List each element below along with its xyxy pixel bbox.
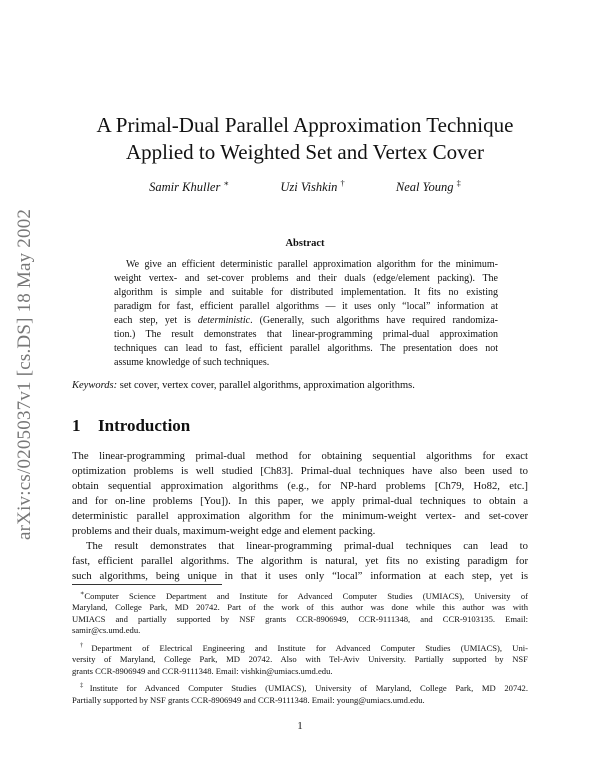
abstract-text: each step, yet is xyxy=(114,315,191,326)
abstract-line: weight vertex- and set-cover problems and their duals (edge/element packing). The xyxy=(114,273,498,284)
footnote-2 xyxy=(72,640,528,677)
body-line: The linear-programming primal-dual method for obtaining sequential algorithms for exact xyxy=(72,450,528,462)
paper-title xyxy=(60,112,550,166)
footnote-divider xyxy=(72,584,222,585)
footnote-line: grants CCR-8906949 and CCR-9111348. Email: vishkin@umiacs.umd.edu. xyxy=(72,665,333,676)
abstract-emphasis: deterministic xyxy=(197,315,251,326)
abstract-heading: Abstract xyxy=(285,238,325,249)
author-name: Samir Khuller xyxy=(149,180,221,195)
abstract-line: We give an efficient deterministic parallel approximation algorithm for the minimum- xyxy=(126,259,498,270)
arxiv-identifier-stamp: arXiv:cs/0205037v1 [cs.DS] 18 May 2002 xyxy=(14,208,35,540)
author-name: Neal Young xyxy=(395,180,454,195)
footnote-mark: ∗ xyxy=(80,590,85,597)
abstract-line: techniques can lead to fast, efficient parallel algorithms. The presentation does not xyxy=(114,343,498,354)
abstract-line: tion.) The result demonstrates that linear-programming primal-dual approximation xyxy=(114,329,498,340)
author-list xyxy=(60,178,550,195)
footnote-line xyxy=(72,680,528,694)
footnote-line: versity of Maryland, College Park, MD 20742. Also with Tel-Aviv University. Partially supported by NSF xyxy=(72,654,528,665)
footnotes xyxy=(72,588,528,709)
footnote-mark: ‡ xyxy=(80,682,90,690)
abstract-line: assume knowledge of such techniques. xyxy=(114,357,270,368)
title-line-1: A Primal-Dual Parallel Approximation Technique xyxy=(96,113,514,137)
page-number: 1 xyxy=(297,720,303,732)
footnote-line: samir@cs.umd.edu. xyxy=(72,625,141,636)
footnote-line: UMIACS and partially supported by NSF grants CCR-8906949, CCR-9111348, and CCR-9103135. Email: xyxy=(72,613,528,624)
footnote-text: Computer Science Department and Institute for Advanced Computer Studies (UMIACS), University of xyxy=(84,590,528,601)
title-line-2: Applied to Weighted Set and Vertex Cover xyxy=(126,140,484,164)
body-line: fast, efficient parallel algorithms. The algorithm is natural, yet fits no existing paradigm for xyxy=(72,555,528,567)
footnote-line xyxy=(72,588,528,602)
abstract-line: paradigm for fast, efficient parallel algorithms — it uses only “local” information at xyxy=(114,301,498,312)
author-2 xyxy=(280,178,344,195)
abstract-body xyxy=(114,258,498,370)
author-footnote-mark: ‡ xyxy=(456,178,461,188)
abstract-text: . (Generally, such algorithms have required randomiza- xyxy=(250,315,499,326)
section-title: Introduction xyxy=(98,416,191,435)
footnote-text: Institute for Advanced Computer Studies (UMIACS), University of Maryland, College Park, MD 20742. xyxy=(89,683,529,694)
footnote-mark: † xyxy=(80,641,92,649)
body-line: optimization problems is well studied [Ch83]. Primal-dual techniques have also been used to xyxy=(72,465,528,477)
body-line: obtain sequential approximation algorithms (e.g., for NP-hard problems [Ch79, Ho82, etc.] xyxy=(72,480,528,492)
author-3 xyxy=(396,178,461,195)
keywords xyxy=(72,380,532,391)
body-line: The result demonstrates that linear-programming primal-dual techniques can lead to xyxy=(86,540,528,552)
keywords-text: set cover, vertex cover, parallel algorithms, approximation algorithms. xyxy=(119,380,415,391)
body-line: problems and their duals, maximum-weight edge and element packing. xyxy=(72,525,376,537)
footnote-1 xyxy=(72,588,528,637)
abstract-line: algorithm is simple and suitable for distributed implementation. It fits no existing xyxy=(114,287,498,298)
footnote-line: Partially supported by NSF grants CCR-8906949 and CCR-9111348. Email: young@umiacs.umd.edu. xyxy=(72,694,425,705)
body-line: such algorithms, being unique in that it uses only “local” information at each step, yet is xyxy=(72,570,528,582)
body-line: deterministic parallel approximation algorithm for the minimum-weight vertex- and set-cover xyxy=(72,510,528,522)
author-footnote-mark: † xyxy=(340,178,345,188)
section-heading xyxy=(72,416,190,436)
author-footnote-mark: ∗ xyxy=(223,178,230,188)
footnote-line xyxy=(72,640,528,654)
section-number: 1 xyxy=(72,416,81,435)
abstract-line xyxy=(114,314,498,328)
footnote-3 xyxy=(72,680,528,706)
author-1 xyxy=(149,178,229,195)
body-line: and for on-line problems [You]). In this paper, we apply primal-dual techniques to obtain a xyxy=(72,495,528,507)
introduction-body xyxy=(72,449,528,584)
author-name: Uzi Vishkin xyxy=(280,180,338,195)
footnote-text: Department of Electrical Engineering and Institute for Advanced Computer Studies (UMIACS), Uni- xyxy=(91,642,529,653)
keywords-label: Keywords: xyxy=(72,380,118,391)
footnote-line: Maryland, College Park, MD 20742. Part of the work of this author was done while this author was with xyxy=(72,602,528,613)
